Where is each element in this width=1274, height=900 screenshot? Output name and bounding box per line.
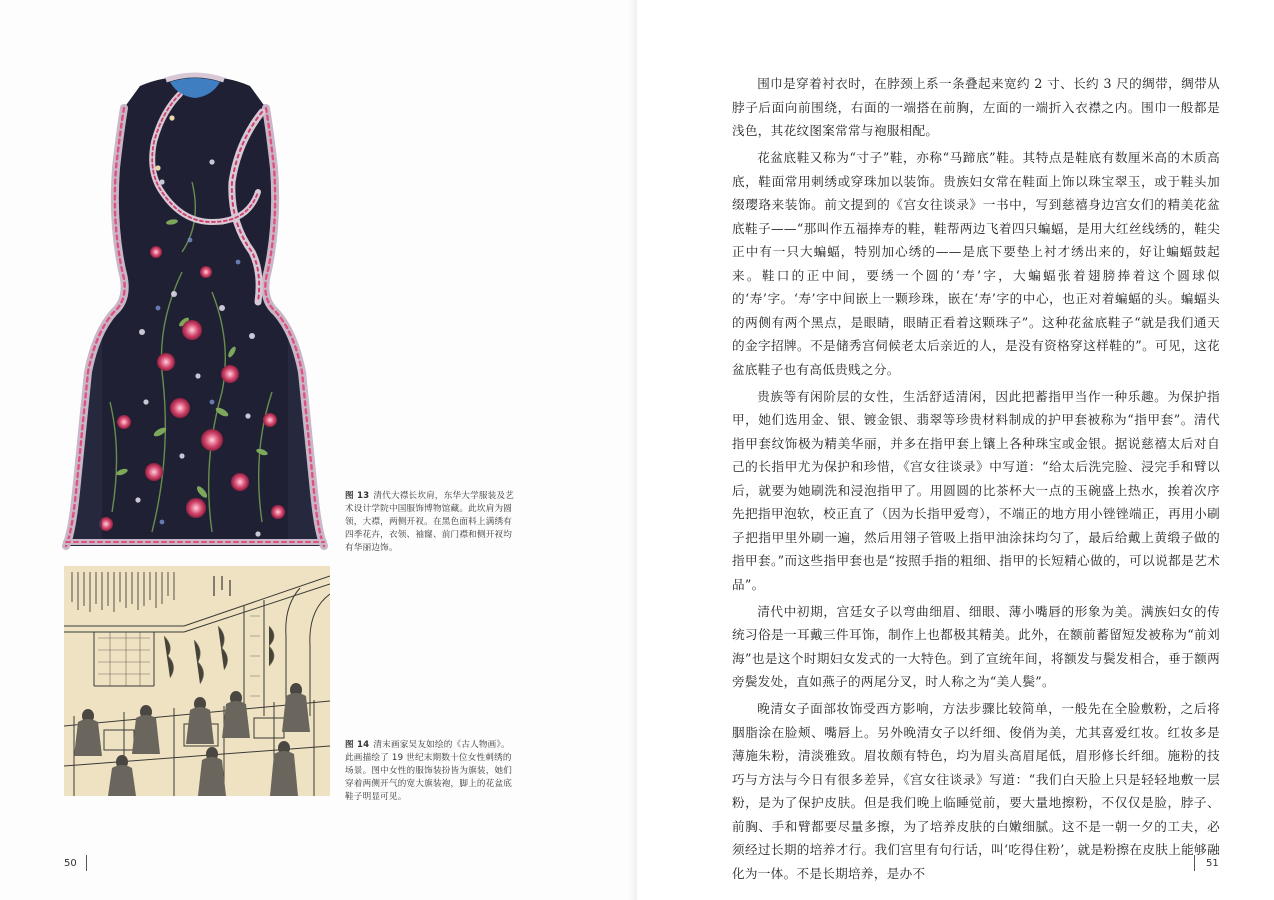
figure-13-caption: [345, 490, 515, 555]
paragraph-scarf: 围巾是穿着衬衣时，在脖颈上系一条叠起来宽约 2 寸、长约 3 尺的绸带，绸带从脖子后面向前围绕，右面的一端搭在前胸，左面的一端折入衣襟之内。围巾一般都是浅色，其花纹图案常常与袍服相配。: [732, 76, 1220, 138]
body-text: [732, 72, 1220, 889]
paragraph-late-qing-makeup: 晚清女子面部妆饰受西方影响，方法步骤比较简单，一般先在全脸敷粉，之后将胭脂涂在脸颊、嘴唇上。另外晚清女子以纤细、俊俏为美，尤其喜爱红妆。红妆多是薄施朱粉，清淡雅致。眉妆颇有特色，均为眉头高眉尾低，眉形修长纤细。施粉的技巧与方法与今日有很多差异，《宫女往谈录》写道：“我们白天脸上只是轻轻地敷一层粉，是为了保护皮肤。但是我们晚上临睡觉前，要大量地擦粉，不仅仅是脸，脖子、前胸、手和臂都要尽量多擦，为了培养皮肤的白嫩细腻。这不是一朝一夕的工夫，必须经过长期的培养才行。我们宫里有句行话，叫‘吃得住粉’，就是粉擦在皮肤上能够融化为一体。不是长期培养，是办不: [732, 701, 1220, 881]
paragraph-early-qing-beauty: 清代中初期，宫廷女子以弯曲细眉、细眼、薄小嘴唇的形象为美。满族妇女的传统习俗是一耳戴三件耳饰，制作上也都极其精美。此外，在额前蓄留短发被称为“前刘海”也是这个时期妇女发式的一大特色。到了宣统年间，将额发与鬓发相合，垂于额两旁鬓发处，直如燕子的两尾分叉，时人称之为“美人鬓”。: [732, 603, 1220, 689]
figure-14-caption: [345, 739, 517, 804]
figure-13-text: 清代大襟长坎肩，东华大学服装及艺术设计学院中国服饰博物馆藏。此坎肩为圆领，大襟，两侧开衩。在黑色面料上满绣有四季花卉，衣领、袖窿、前门襟和侧开衩均有华丽边饰。: [345, 491, 515, 553]
paragraph-nail-guards: 贵族等有闲阶层的女性，生活舒适清闲，因此把蓄指甲当作一种乐趣。为保护指甲，她们选用金、银、镀金银、翡翠等珍贵材料制成的护甲套被称为“指甲套”。清代指甲套纹饰极为精美华丽，并多在指甲套上镶上各种珠宝或金银。据说慈禧太后对自己的长指甲尤为保护和珍惜，《宫女往谈录》中写道：“给太后洗完脸、浸完手和臂以后，就要为她刷洗和浸泡指甲了。用圆圆的比茶杯大一点的玉碗盛上热水，挨着次序先把指甲泡软，校正直了（因为长指甲爱弯），不端正的地方用小锉锉端正，再用小刷子把指甲里外刷一遍，然后用翎子管吸上指甲油涂抹均匀了，最后给戴上黄缎子做的指甲套。”而这些指甲套也是“按照手指的粗细、指甲的长短精心做的，可以说都是艺术品”。: [732, 388, 1220, 592]
figure-13-label: 图 13: [345, 491, 370, 501]
page-number-right: 51: [1206, 858, 1219, 869]
paragraph-flowerpot-shoes: 花盆底鞋又称为“寸子”鞋，亦称“马蹄底”鞋。其特点是鞋底有数厘米高的木质高底，鞋面常用刺绣或穿珠加以装饰。贵族妇女常在鞋面上饰以珠宝翠玉，或于鞋头加缀璎珞来装饰。前文提到的《宫女往谈录》一书中，写到慈禧身边宫女们的精美花盆底鞋子——“那叫作五福捧寿的鞋，鞋帮两边飞着四只蝙蝠，是用大红丝线绣的，鞋尖正中有一只大蝙蝠，特别加心绣的——是底下要垫上衬才绣出来的，好让蝙蝠鼓起来。鞋口的正中间，要绣一个圆的‘寿’字，大蝙蝠张着翅膀捧着这个圆球似的‘寿’字。‘寿’字中间嵌上一颗珍珠，嵌在‘寿’字的中心，也正对着蝙蝠的头。蝙蝠头的两侧有两个黑点，是眼睛，眼睛正看着这颗珠子”。这种花盆底鞋子“就是我们通天的金字招牌。不是储秀宫伺候老太后亲近的人，是没有资格穿这样鞋的”。可见，这花盆底鞋子也有高低贵贱之分。: [732, 150, 1220, 377]
page-number-divider-left: [86, 855, 87, 871]
figure-14-ink-drawing: [64, 566, 330, 796]
figure-14-text: 清末画家吴友如绘的《古人物画》。此画描绘了 19 世纪末期数十位女性刺绣的场景。图中女性的服饰装扮皆为旗装，她们穿着两侧开气的宽大旗装袍，脚上的花盆底鞋子明显可见。: [345, 740, 513, 802]
figure-13-vest-photo: [62, 72, 328, 550]
page-number-left: 50: [64, 858, 77, 869]
figure-14-label: 图 14: [345, 740, 370, 750]
